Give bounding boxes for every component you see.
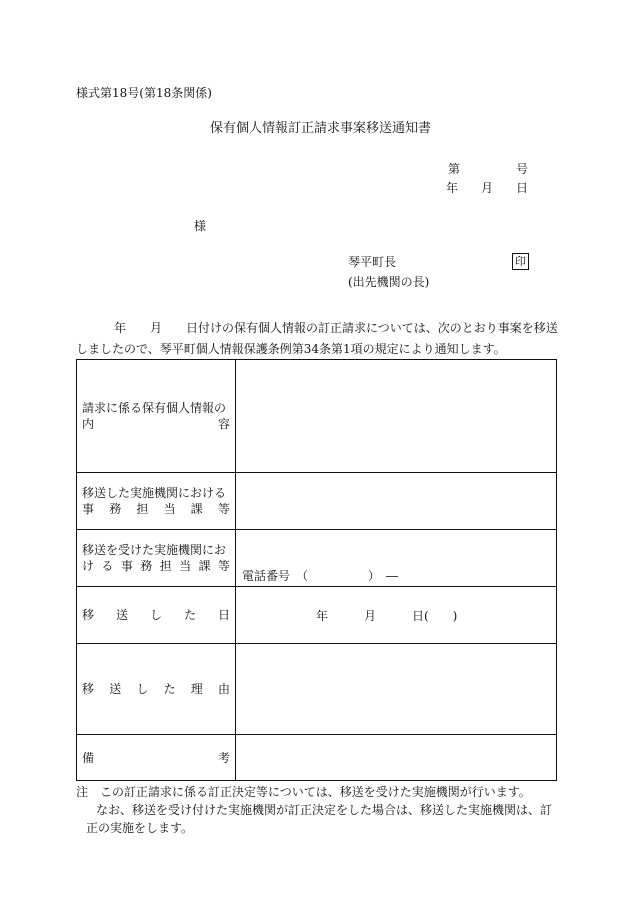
reference-month: 月 (480, 181, 493, 195)
table-row (77, 360, 557, 473)
sender-name: 琴平町長 (348, 255, 397, 269)
row-label (77, 587, 236, 644)
row-label (77, 530, 236, 587)
row-label-line: け る 事 務 担 当 課 等 (82, 559, 230, 573)
transfer-date-template: 年 月 日( ) (316, 608, 458, 623)
reference-number (448, 162, 528, 176)
table-row (77, 473, 557, 530)
row-label-line: 内 容 (82, 417, 230, 431)
note-line-2: なお、移送を受け付けた実施機関が訂正決定をした場合は、移送した実施機関は、訂 (96, 803, 553, 817)
personal-info-content-field[interactable] (236, 360, 557, 473)
intro-line-2: しましたので、琴平町個人情報保護条例第34条第1項の規定により通知します。 (76, 342, 506, 356)
row-label (77, 644, 236, 735)
reference-number-suffix: 号 (515, 162, 528, 176)
row-label-line: 備 考 (82, 750, 230, 765)
receiving-department-field[interactable] (236, 530, 557, 587)
footnotes (76, 783, 566, 837)
table-row (77, 644, 557, 735)
note-line-1: 注 この訂正請求に係る訂正決定等については、移送を受けた実施機関が行います。 (76, 785, 531, 799)
reference-year: 年 (446, 181, 459, 195)
row-label-line: 移 送 し た 日 (82, 608, 230, 622)
document-title: 保有個人情報訂正請求事案移送通知書 (210, 121, 432, 136)
phone-number-label: 電話番号 （ ） ― (242, 569, 399, 583)
transfer-form-table (76, 359, 557, 781)
row-label (77, 473, 236, 530)
table-row (77, 587, 557, 644)
reference-date (446, 181, 528, 195)
row-label-line: 移送した実施機関における (82, 486, 227, 500)
row-label (77, 360, 236, 473)
remarks-field[interactable] (236, 735, 557, 781)
note-line-3: 正の実施をします。 (86, 821, 194, 835)
form-number: 様式第18号(第18条関係) (76, 86, 212, 100)
transfer-date-field[interactable] (236, 587, 557, 644)
row-label-line: 請求に係る保有個人情報の (82, 401, 227, 415)
intro-paragraph (76, 318, 562, 360)
sender-branch: (出先機関の長) (348, 275, 430, 289)
row-label (77, 735, 236, 781)
row-label-line: 移 送 し た 理 由 (82, 682, 230, 696)
intro-line-1: 年 月 日付けの保有個人情報の訂正請求については、次のとおり事案を移送 (114, 321, 558, 335)
reference-day: 日 (515, 181, 528, 195)
table-row (77, 530, 557, 587)
row-label-line: 事 務 担 当 課 等 (82, 502, 230, 516)
row-label-line: 移送を受けた実施機関にお (82, 543, 227, 557)
addressee-honorific: 様 (194, 219, 207, 233)
seal-mark: 印 (512, 253, 529, 270)
transfer-reason-field[interactable] (236, 644, 557, 735)
table-row (77, 735, 557, 781)
reference-number-prefix: 第 (448, 162, 461, 176)
transferring-department-field[interactable] (236, 473, 557, 530)
